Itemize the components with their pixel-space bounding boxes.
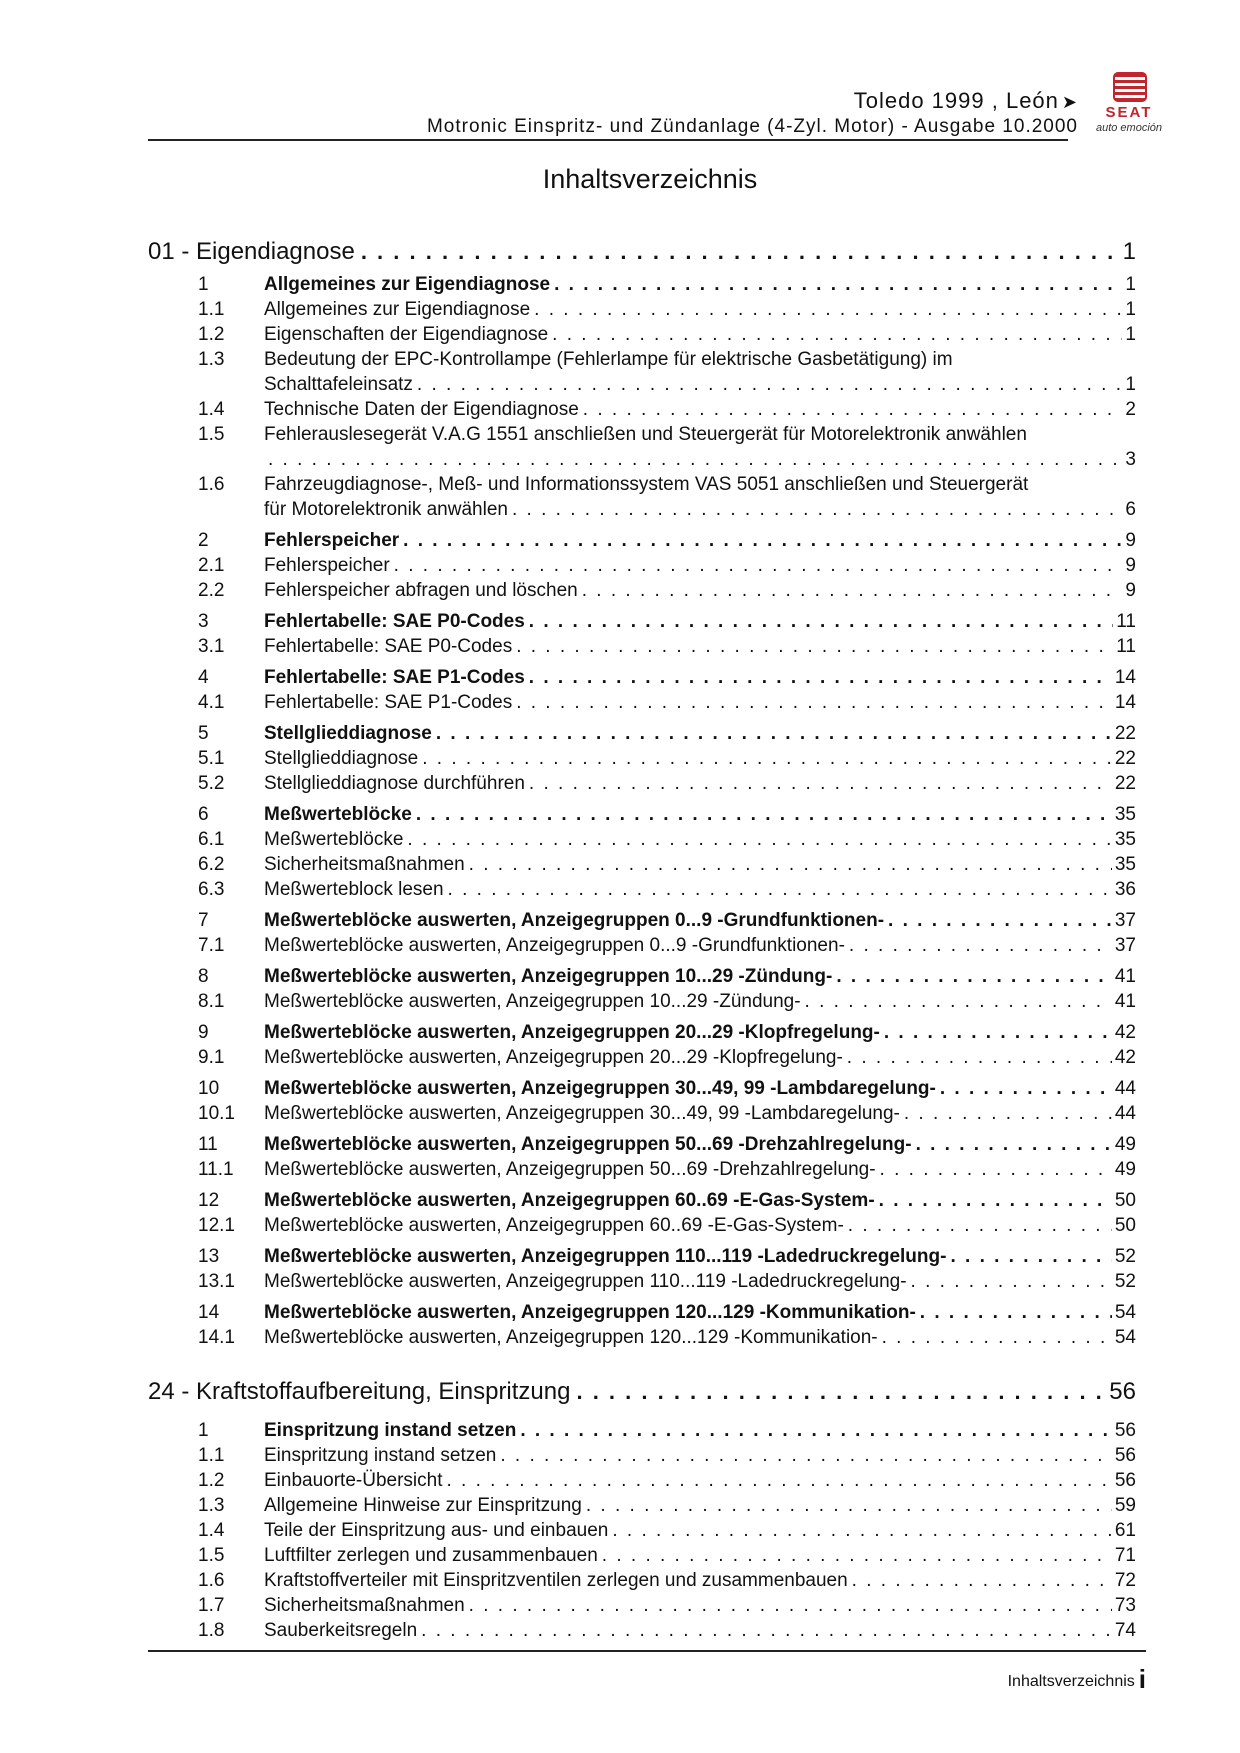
dot-leader bbox=[416, 802, 1112, 827]
seat-logo bbox=[1080, 70, 1178, 140]
toc-entry[interactable] bbox=[148, 1468, 1136, 1493]
dot-leader bbox=[884, 1020, 1112, 1045]
entry-number: 1.2 bbox=[198, 1470, 225, 1491]
dot-leader bbox=[847, 1045, 1112, 1070]
page-title: Inhaltsverzeichnis bbox=[542, 164, 758, 194]
toc-entry[interactable] bbox=[148, 827, 1136, 852]
entry-page: 1 bbox=[1125, 324, 1136, 345]
dot-leader bbox=[583, 397, 1123, 422]
page-footer bbox=[1008, 1664, 1146, 1695]
entry-page: 44 bbox=[1114, 1078, 1136, 1099]
entry-number: 1.2 bbox=[198, 324, 225, 345]
entry-number: 6 bbox=[198, 804, 209, 825]
dot-leader bbox=[879, 1188, 1112, 1213]
dot-leader bbox=[421, 1618, 1112, 1643]
dot-leader bbox=[469, 852, 1112, 877]
dot-leader bbox=[516, 690, 1112, 715]
dot-leader bbox=[469, 1593, 1112, 1618]
entry-page: 44 bbox=[1114, 1103, 1136, 1124]
entry-number: 1 bbox=[198, 1420, 209, 1441]
dot-leader bbox=[403, 528, 1122, 553]
entry-text: Einbauorte-Übersicht bbox=[264, 1470, 443, 1491]
entry-text: Meßwerteblöcke auswerten, Anzeigegruppen 0...9 -Grundfunktionen- bbox=[264, 935, 845, 956]
entry-text: Meßwerteblöcke auswerten, Anzeigegruppen 20...29 -Klopfregelung- bbox=[264, 1022, 880, 1043]
logo-claim: auto emoción bbox=[1095, 122, 1163, 134]
dot-leader bbox=[880, 1157, 1112, 1182]
entry-page: 52 bbox=[1114, 1271, 1136, 1292]
toc-section bbox=[148, 802, 1136, 902]
entry-page: 9 bbox=[1125, 530, 1136, 551]
entry-number: 2 bbox=[198, 530, 209, 551]
entry-number: 1.1 bbox=[198, 1445, 225, 1466]
entry-number: 14.1 bbox=[198, 1327, 235, 1348]
entry-page: 41 bbox=[1114, 966, 1136, 987]
entry-number: 7 bbox=[198, 910, 209, 931]
entry-text: Meßwerteblöcke auswerten, Anzeigegruppen 30...49, 99 -Lambdaregelung- bbox=[264, 1103, 900, 1124]
toc-section-heading[interactable] bbox=[148, 1076, 1136, 1101]
entry-number: 8.1 bbox=[198, 991, 225, 1012]
entry-page: 61 bbox=[1114, 1520, 1136, 1541]
toc-entry[interactable] bbox=[148, 989, 1136, 1014]
entry-page: 6 bbox=[1125, 499, 1136, 520]
dot-leader bbox=[552, 322, 1122, 347]
toc-entry[interactable] bbox=[148, 933, 1136, 958]
dot-leader bbox=[534, 297, 1122, 322]
toc-entry[interactable] bbox=[148, 1157, 1136, 1182]
dot-leader bbox=[576, 1372, 1106, 1412]
entry-text: Fehlerspeicher abfragen und löschen bbox=[264, 580, 578, 601]
toc-entry[interactable] bbox=[148, 397, 1136, 422]
entry-text: für Motorelektronik anwählen bbox=[264, 499, 508, 520]
dot-leader bbox=[852, 1568, 1112, 1593]
entry-number: 1.5 bbox=[198, 424, 225, 445]
dot-leader bbox=[888, 908, 1112, 933]
toc-section bbox=[148, 1418, 1136, 1643]
toc-section-heading[interactable] bbox=[148, 908, 1136, 933]
dot-leader bbox=[940, 1076, 1112, 1101]
entry-text: Allgemeines zur Eigendiagnose bbox=[264, 274, 551, 295]
entry-number: 2.2 bbox=[198, 580, 225, 601]
entry-text: Technische Daten der Eigendiagnose bbox=[264, 399, 579, 420]
entry-text: Stellglieddiagnose bbox=[264, 748, 419, 769]
dot-leader bbox=[436, 721, 1112, 746]
entry-number: 5.1 bbox=[198, 748, 225, 769]
entry-page: 72 bbox=[1114, 1570, 1136, 1591]
entry-text: Eigenschaften der Eigendiagnose bbox=[264, 324, 549, 345]
toc-section-heading[interactable] bbox=[148, 1132, 1136, 1157]
dot-leader bbox=[512, 497, 1122, 522]
toc-section bbox=[148, 1076, 1136, 1126]
dot-leader bbox=[394, 553, 1123, 578]
toc-entry[interactable] bbox=[148, 322, 1136, 347]
entry-number: 11 bbox=[198, 1134, 218, 1155]
entry-number: 14 bbox=[198, 1302, 220, 1323]
dot-leader bbox=[612, 1518, 1112, 1543]
entry-text: Meßwerteblöcke bbox=[264, 804, 412, 825]
entry-page: 42 bbox=[1114, 1022, 1136, 1043]
toc-section bbox=[148, 964, 1136, 1014]
toc-section bbox=[148, 1188, 1136, 1238]
entry-text: Stellglieddiagnose durchführen bbox=[264, 773, 525, 794]
entry-number: 1.3 bbox=[198, 349, 225, 370]
dot-leader bbox=[520, 1418, 1112, 1443]
entry-page: 50 bbox=[1114, 1190, 1136, 1211]
dot-leader bbox=[849, 933, 1112, 958]
toc-entry[interactable] bbox=[148, 347, 1136, 397]
entry-page: 11 bbox=[1116, 611, 1136, 632]
entry-page: 14 bbox=[1114, 692, 1136, 713]
entry-number: 1.6 bbox=[198, 1570, 225, 1591]
header-rule bbox=[148, 139, 1068, 141]
dot-leader bbox=[836, 964, 1112, 989]
entry-number: 5.2 bbox=[198, 773, 225, 794]
entry-number: 6.3 bbox=[198, 879, 225, 900]
toc-entry[interactable] bbox=[148, 771, 1136, 796]
entry-page: 1 bbox=[1125, 274, 1136, 295]
entry-page: 36 bbox=[1114, 879, 1136, 900]
document-subtitle: Motronic Einspritz- und Zündanlage (4-Zyl. Motor) - Ausgabe 10.2000 bbox=[426, 116, 1078, 137]
toc-section bbox=[148, 272, 1136, 522]
entry-page: 56 bbox=[1114, 1420, 1136, 1441]
entry-page: 35 bbox=[1114, 854, 1136, 875]
toc-entry[interactable] bbox=[148, 1593, 1136, 1618]
toc-entry[interactable] bbox=[148, 1618, 1136, 1643]
entry-text: Fehlertabelle: SAE P1-Codes bbox=[264, 667, 525, 688]
logo-brand: SEAT bbox=[1105, 104, 1153, 121]
table-of-contents bbox=[148, 232, 1136, 1649]
toc-entry[interactable] bbox=[148, 1443, 1136, 1468]
entry-page: 42 bbox=[1114, 1047, 1136, 1068]
entry-text: Fehlerspeicher bbox=[264, 530, 400, 551]
toc-section-heading[interactable] bbox=[148, 1244, 1136, 1269]
toc-section bbox=[148, 609, 1136, 659]
entry-text-line: Fehlerauslesegerät V.A.G 1551 anschließen und Steuergerät für Motorelektronik anwählen bbox=[264, 424, 1027, 445]
entry-text: Meßwerteblöcke auswerten, Anzeigegruppen 60..69 -E-Gas-System- bbox=[264, 1190, 875, 1211]
entry-number: 1.1 bbox=[198, 299, 225, 320]
entry-page: 56 bbox=[1114, 1445, 1136, 1466]
toc-entry[interactable] bbox=[148, 578, 1136, 603]
entry-text: Meßwerteblöcke auswerten, Anzeigegruppen 120...129 -Kommunikation- bbox=[264, 1327, 878, 1348]
entry-number: 11.1 bbox=[198, 1159, 234, 1180]
entry-text: Meßwerteblöcke auswerten, Anzeigegruppen 10...29 -Zündung- bbox=[264, 991, 801, 1012]
entry-text: Allgemeine Hinweise zur Einspritzung bbox=[264, 1495, 582, 1516]
toc-entry[interactable] bbox=[148, 1493, 1136, 1518]
entry-text: Meßwerteblöcke auswerten, Anzeigegruppen 20...29 -Klopfregelung- bbox=[264, 1047, 843, 1068]
entry-text: Luftfilter zerlegen und zusammenbauen bbox=[264, 1545, 598, 1566]
entry-page: 37 bbox=[1114, 910, 1136, 931]
entry-text: Fehlertabelle: SAE P1-Codes bbox=[264, 692, 513, 713]
footer-label: Inhaltsverzeichnis bbox=[1007, 1673, 1135, 1690]
toc-entry[interactable] bbox=[148, 1543, 1136, 1568]
toc-section-heading[interactable] bbox=[148, 609, 1136, 634]
entry-page: 73 bbox=[1114, 1595, 1136, 1616]
entry-number: 9.1 bbox=[198, 1047, 225, 1068]
entry-page: 22 bbox=[1114, 723, 1136, 744]
entry-number: 1.3 bbox=[198, 1495, 225, 1516]
dot-leader bbox=[920, 1300, 1112, 1325]
entry-number: 3 bbox=[198, 611, 209, 632]
toc-entry[interactable] bbox=[148, 1101, 1136, 1126]
entry-continuation bbox=[148, 497, 1136, 522]
entry-number: 10.1 bbox=[198, 1103, 235, 1124]
entry-page: 9 bbox=[1125, 580, 1136, 601]
entry-number: 13 bbox=[198, 1246, 220, 1267]
entry-number: 1.6 bbox=[198, 474, 225, 495]
entry-page: 1 bbox=[1125, 299, 1136, 320]
chapter-title: 24 - Kraftstoffaufbereitung, Einspritzung bbox=[148, 1378, 571, 1405]
entry-continuation bbox=[148, 372, 1136, 397]
toc-entry[interactable] bbox=[148, 1568, 1136, 1593]
entry-text: Sauberkeitsregeln bbox=[264, 1620, 418, 1641]
toc-entry[interactable] bbox=[148, 690, 1136, 715]
entry-text: Kraftstoffverteiler mit Einspritzventilen zerlegen und zusammenbauen bbox=[264, 1570, 848, 1591]
entry-text: Meßwerteblöcke auswerten, Anzeigegruppen 30...49, 99 -Lambdaregelung- bbox=[264, 1078, 936, 1099]
toc-section-heading[interactable] bbox=[148, 721, 1136, 746]
dot-leader bbox=[882, 1325, 1112, 1350]
entry-text: Allgemeines zur Eigendiagnose bbox=[264, 299, 531, 320]
toc-entry[interactable] bbox=[148, 634, 1136, 659]
entry-page: 9 bbox=[1125, 555, 1136, 576]
entry-number: 1.7 bbox=[198, 1595, 225, 1616]
entry-page: 49 bbox=[1114, 1159, 1136, 1180]
dot-leader bbox=[446, 1468, 1111, 1493]
footer-rule bbox=[148, 1650, 1146, 1652]
toc-entry[interactable] bbox=[148, 553, 1136, 578]
entry-page: 49 bbox=[1114, 1134, 1136, 1155]
dot-leader bbox=[448, 877, 1112, 902]
entry-text-line: Bedeutung der EPC-Kontrollampe (Fehlerlampe für elektrische Gasbetätigung) im bbox=[264, 349, 953, 370]
toc-entry[interactable] bbox=[148, 297, 1136, 322]
entry-text: Schalttafeleinsatz bbox=[264, 374, 413, 395]
toc-section bbox=[148, 1132, 1136, 1182]
entry-continuation bbox=[148, 447, 1136, 472]
entry-text: Meßwerteblöcke auswerten, Anzeigegruppen 60..69 -E-Gas-System- bbox=[264, 1215, 844, 1236]
toc-section bbox=[148, 721, 1136, 796]
entry-text: Meßwerteblöcke auswerten, Anzeigegruppen 0...9 -Grundfunktionen- bbox=[264, 910, 885, 931]
dot-leader bbox=[911, 1269, 1112, 1294]
chapter-heading[interactable] bbox=[148, 1372, 1136, 1412]
chapter-heading[interactable] bbox=[148, 232, 1136, 272]
toc-section-heading[interactable] bbox=[148, 1020, 1136, 1045]
toc-section bbox=[148, 1300, 1136, 1350]
toc-entry[interactable] bbox=[148, 877, 1136, 902]
dot-leader bbox=[268, 447, 1122, 472]
dot-leader bbox=[848, 1213, 1112, 1238]
model-line: Toledo 1999 , León ➤ bbox=[853, 88, 1078, 113]
entry-number: 1.5 bbox=[198, 1545, 225, 1566]
entry-text: Fehlerspeicher bbox=[264, 555, 390, 576]
dot-leader bbox=[417, 372, 1123, 397]
entry-page: 14 bbox=[1114, 667, 1136, 688]
entry-number: 4.1 bbox=[198, 692, 225, 713]
entry-text: Einspritzung instand setzen bbox=[264, 1445, 497, 1466]
dot-leader bbox=[529, 665, 1112, 690]
entry-page: 56 bbox=[1114, 1470, 1136, 1491]
entry-text: Sicherheitsmaßnahmen bbox=[264, 1595, 465, 1616]
toc-section bbox=[148, 1244, 1136, 1294]
entry-number: 6.2 bbox=[198, 854, 225, 875]
toc-section-heading[interactable] bbox=[148, 1300, 1136, 1325]
entry-text: Meßwerteblöcke bbox=[264, 829, 404, 850]
toc-section bbox=[148, 908, 1136, 958]
dot-leader bbox=[904, 1101, 1112, 1126]
chapter-title: 01 - Eigendiagnose bbox=[148, 238, 355, 265]
toc-section-heading[interactable] bbox=[148, 1188, 1136, 1213]
toc-section bbox=[148, 665, 1136, 715]
toc-entry[interactable] bbox=[148, 1213, 1136, 1238]
entry-page: 3 bbox=[1125, 449, 1136, 470]
toc-section-heading[interactable] bbox=[148, 272, 1136, 297]
toc-entry[interactable] bbox=[148, 1325, 1136, 1350]
entry-page: 74 bbox=[1114, 1620, 1136, 1641]
chapter-page: 56 bbox=[1109, 1378, 1136, 1405]
entry-number: 8 bbox=[198, 966, 209, 987]
dot-leader bbox=[407, 827, 1111, 852]
toc-section bbox=[148, 1020, 1136, 1070]
entry-number: 12.1 bbox=[198, 1215, 235, 1236]
entry-page: 50 bbox=[1114, 1215, 1136, 1236]
entry-number: 5 bbox=[198, 723, 209, 744]
toc-entry[interactable] bbox=[148, 746, 1136, 771]
dot-leader bbox=[361, 232, 1120, 272]
entry-text: Meßwerteblöcke auswerten, Anzeigegruppen 110...119 -Ladedruckregelung- bbox=[264, 1271, 907, 1292]
toc-entry[interactable] bbox=[148, 472, 1136, 522]
toc-section-heading[interactable] bbox=[148, 802, 1136, 827]
toc-entry[interactable] bbox=[148, 422, 1136, 472]
entry-number: 1.8 bbox=[198, 1620, 225, 1641]
entry-page: 37 bbox=[1114, 935, 1136, 956]
entry-number: 4 bbox=[198, 667, 209, 688]
entry-page: 35 bbox=[1114, 804, 1136, 825]
toc-entry[interactable] bbox=[148, 1518, 1136, 1543]
entry-text: Meßwerteblöcke auswerten, Anzeigegruppen 50...69 -Drehzahlregelung- bbox=[264, 1134, 912, 1155]
dot-leader bbox=[529, 771, 1112, 796]
entry-page: 59 bbox=[1114, 1495, 1136, 1516]
toc-section-heading[interactable] bbox=[148, 665, 1136, 690]
entry-page: 41 bbox=[1114, 991, 1136, 1012]
entry-text: Fehlertabelle: SAE P0-Codes bbox=[264, 611, 525, 632]
entry-text: Meßwerteblöcke auswerten, Anzeigegruppen 10...29 -Zündung- bbox=[264, 966, 833, 987]
entry-number: 9 bbox=[198, 1022, 209, 1043]
entry-number: 3.1 bbox=[198, 636, 225, 657]
entry-number: 1.4 bbox=[198, 1520, 225, 1541]
entry-number: 13.1 bbox=[198, 1271, 235, 1292]
entry-text: Stellglieddiagnose bbox=[264, 723, 432, 744]
entry-number: 7.1 bbox=[198, 935, 225, 956]
toc-section-heading[interactable] bbox=[148, 528, 1136, 553]
toc-section-heading[interactable] bbox=[148, 1418, 1136, 1443]
dot-leader bbox=[805, 989, 1112, 1014]
dot-leader bbox=[529, 609, 1113, 634]
dot-leader bbox=[586, 1493, 1112, 1518]
entry-text: Meßwerteblock lesen bbox=[264, 879, 444, 900]
entry-page: 1 bbox=[1125, 374, 1136, 395]
entry-number: 6.1 bbox=[198, 829, 225, 850]
entry-text: Teile der Einspritzung aus- und einbauen bbox=[264, 1520, 609, 1541]
entry-text: Einspritzung instand setzen bbox=[264, 1420, 517, 1441]
entry-page: 2 bbox=[1125, 399, 1136, 420]
dot-leader bbox=[516, 634, 1113, 659]
page-number: i bbox=[1138, 1664, 1146, 1694]
entry-number: 10 bbox=[198, 1078, 220, 1099]
entry-text: Meßwerteblöcke auswerten, Anzeigegruppen 110...119 -Ladedruckregelung- bbox=[264, 1246, 947, 1267]
dot-leader bbox=[602, 1543, 1112, 1568]
toc-entry[interactable] bbox=[148, 852, 1136, 877]
entry-page: 71 bbox=[1114, 1545, 1136, 1566]
toc-section-heading[interactable] bbox=[148, 964, 1136, 989]
entry-page: 54 bbox=[1114, 1327, 1136, 1348]
entry-text: Meßwerteblöcke auswerten, Anzeigegruppen 120...129 -Kommunikation- bbox=[264, 1302, 916, 1323]
entry-number: 12 bbox=[198, 1190, 220, 1211]
arrow-right-icon: ➤ bbox=[1061, 92, 1078, 112]
entry-text: Meßwerteblöcke auswerten, Anzeigegruppen 50...69 -Drehzahlregelung- bbox=[264, 1159, 876, 1180]
seat-emblem-icon bbox=[1113, 72, 1147, 102]
entry-page: 35 bbox=[1114, 829, 1136, 850]
entry-page: 22 bbox=[1114, 773, 1136, 794]
chapter-page: 1 bbox=[1122, 238, 1136, 265]
dot-leader bbox=[500, 1443, 1111, 1468]
toc-section bbox=[148, 528, 1136, 603]
entry-number: 1 bbox=[198, 274, 209, 295]
toc-entry[interactable] bbox=[148, 1269, 1136, 1294]
toc-entry[interactable] bbox=[148, 1045, 1136, 1070]
dot-leader bbox=[422, 746, 1112, 771]
entry-page: 52 bbox=[1114, 1246, 1136, 1267]
entry-number: 1.4 bbox=[198, 399, 225, 420]
entry-text-line: Fahrzeugdiagnose-, Meß- und Informationssystem VAS 5051 anschließen und Steuergerät bbox=[264, 474, 1029, 495]
entry-page: 11 bbox=[1116, 636, 1136, 657]
entry-number: 2.1 bbox=[198, 555, 225, 576]
dot-leader bbox=[950, 1244, 1111, 1269]
dot-leader bbox=[582, 578, 1123, 603]
entry-text: Fehlertabelle: SAE P0-Codes bbox=[264, 636, 513, 657]
dot-leader bbox=[554, 272, 1122, 297]
entry-text: Sicherheitsmaßnahmen bbox=[264, 854, 465, 875]
entry-page: 22 bbox=[1114, 748, 1136, 769]
entry-page: 54 bbox=[1114, 1302, 1136, 1323]
dot-leader bbox=[916, 1132, 1112, 1157]
